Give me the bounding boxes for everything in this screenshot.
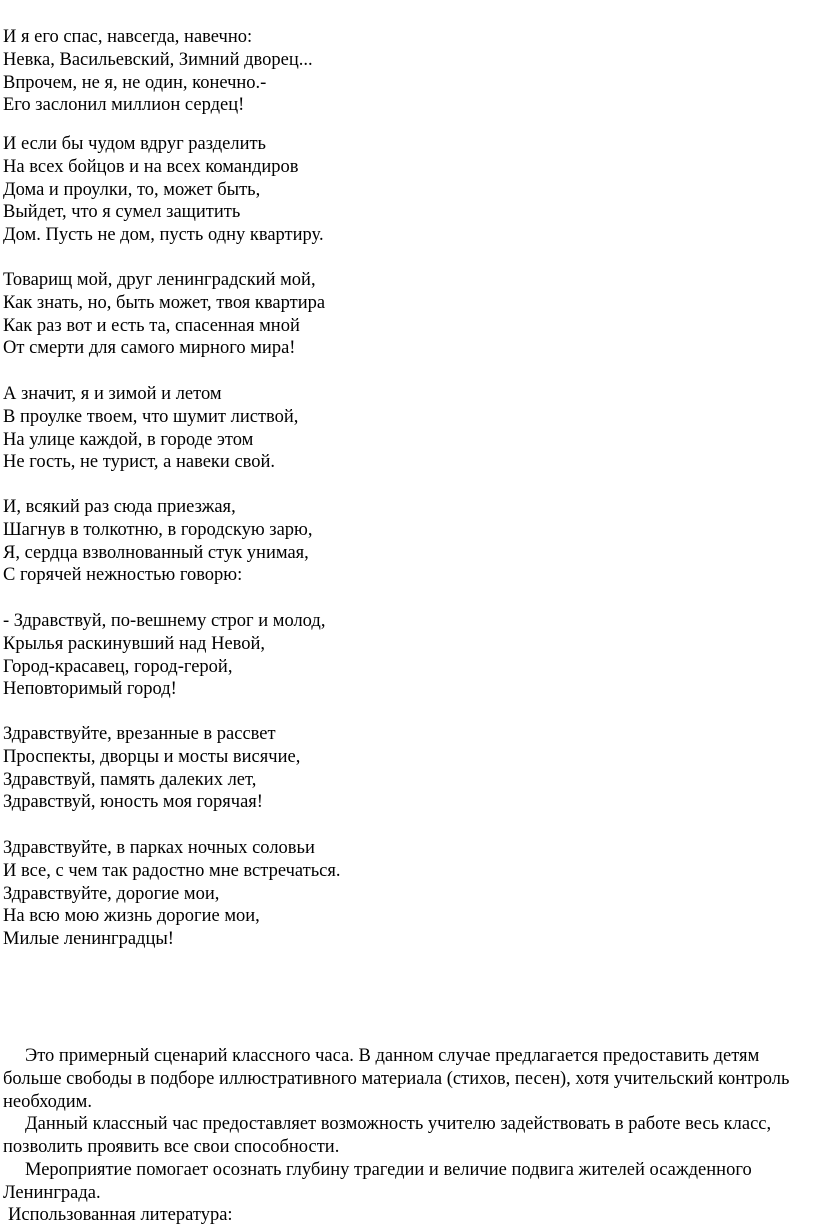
- poem-line: И все, с чем так радостно мне встречаться.: [3, 860, 341, 881]
- poem-line: На всех бойцов и на всех командиров: [3, 156, 299, 177]
- references-heading: Использованная литература:: [8, 1205, 233, 1226]
- poem-line: От смерти для самого мирного мира!: [3, 338, 296, 359]
- poem-line: - Здравствуй, по-вешнему строг и молод,: [3, 611, 326, 631]
- stanza-2: [3, 133, 783, 247]
- poem-line: Товарищ мой, друг ленинградский мой,: [3, 270, 316, 290]
- poem-line: А значит, я и зимой и летом: [3, 384, 222, 404]
- poem-line: Как знать, но, быть может, твоя квартира: [3, 292, 326, 313]
- poem-line: Впрочем, не я, не один, конечно.-: [3, 72, 267, 93]
- stanza-3: [3, 269, 783, 360]
- poem-line: Милые ленинградцы!: [3, 929, 174, 949]
- poem-line: Не гость, не турист, а навеки свой.: [3, 452, 276, 473]
- poem-line: Здравствуй, память далеких лет,: [3, 769, 257, 790]
- poem-line: Невка, Васильевский, Зимний дворец...: [3, 49, 313, 70]
- poem-line: Здравствуйте, врезанные в рассвет: [3, 724, 276, 744]
- stanza-6: [3, 610, 783, 701]
- afterword: [3, 1045, 813, 1227]
- afterword-paragraph: Данный классный час предоставляет возможность учителю задействовать в работе весь класс, позволить проявить все свои способности.: [3, 1114, 772, 1157]
- poem-line: На улице каждой, в городе этом: [3, 429, 254, 450]
- poem-line: На всю мою жизнь дорогие мои,: [3, 906, 260, 927]
- poem-line: Здравствуйте, в парках ночных соловьи: [3, 838, 315, 858]
- poem-line: И я его спас, навсегда, навечно:: [3, 27, 253, 47]
- poem-line: И если бы чудом вдруг разделить: [3, 134, 266, 154]
- stanza-4: [3, 383, 783, 474]
- stanza-5: [3, 496, 783, 587]
- poem-line: Как раз вот и есть та, спасенная мной: [3, 315, 300, 336]
- poem-line: И, всякий раз сюда приезжая,: [3, 497, 236, 517]
- poem-line: Шагнув в толкотню, в городскую зарю,: [3, 519, 313, 540]
- poem-line: Выйдет, что я сумел защитить: [3, 202, 241, 223]
- poem-line: Его заслонил миллион сердец!: [3, 95, 245, 116]
- poem-line: Крылья раскинувший над Невой,: [3, 633, 266, 654]
- poem-line: Здравствуй, юность моя горячая!: [3, 792, 263, 813]
- stanza-7: [3, 723, 783, 814]
- afterword-paragraph: Мероприятие помогает осознать глубину трагедии и величие подвига жителей осажденного Ленинграда.: [3, 1159, 752, 1203]
- poem-line: Дом. Пусть не дом, пусть одну квартиру.: [3, 225, 324, 245]
- stanza-8: [3, 837, 783, 951]
- poem-line: В проулке твоем, что шумит листвой,: [3, 406, 299, 427]
- poem-line: Город-красавец, город-герой,: [3, 656, 233, 677]
- poem-line: Дома и проулки, то, может быть,: [3, 179, 261, 200]
- poem-line: С горячей нежностью говорю:: [3, 565, 243, 586]
- poem-line: Неповторимый город!: [3, 679, 177, 700]
- stanza-1: [3, 26, 783, 117]
- afterword-paragraph: Это примерный сценарий классного часа. В данном случае предлагается предоставить детям больше свободы в подборе иллюстративного материала (стихов, песен), хотя учительский контроль необходим.: [3, 1046, 790, 1112]
- poem-line: Здравствуйте, дорогие мои,: [3, 883, 220, 904]
- poem-line: Проспекты, дворцы и мосты висячие,: [3, 746, 301, 767]
- poem-line: Я, сердца взволнованный стук унимая,: [3, 542, 309, 563]
